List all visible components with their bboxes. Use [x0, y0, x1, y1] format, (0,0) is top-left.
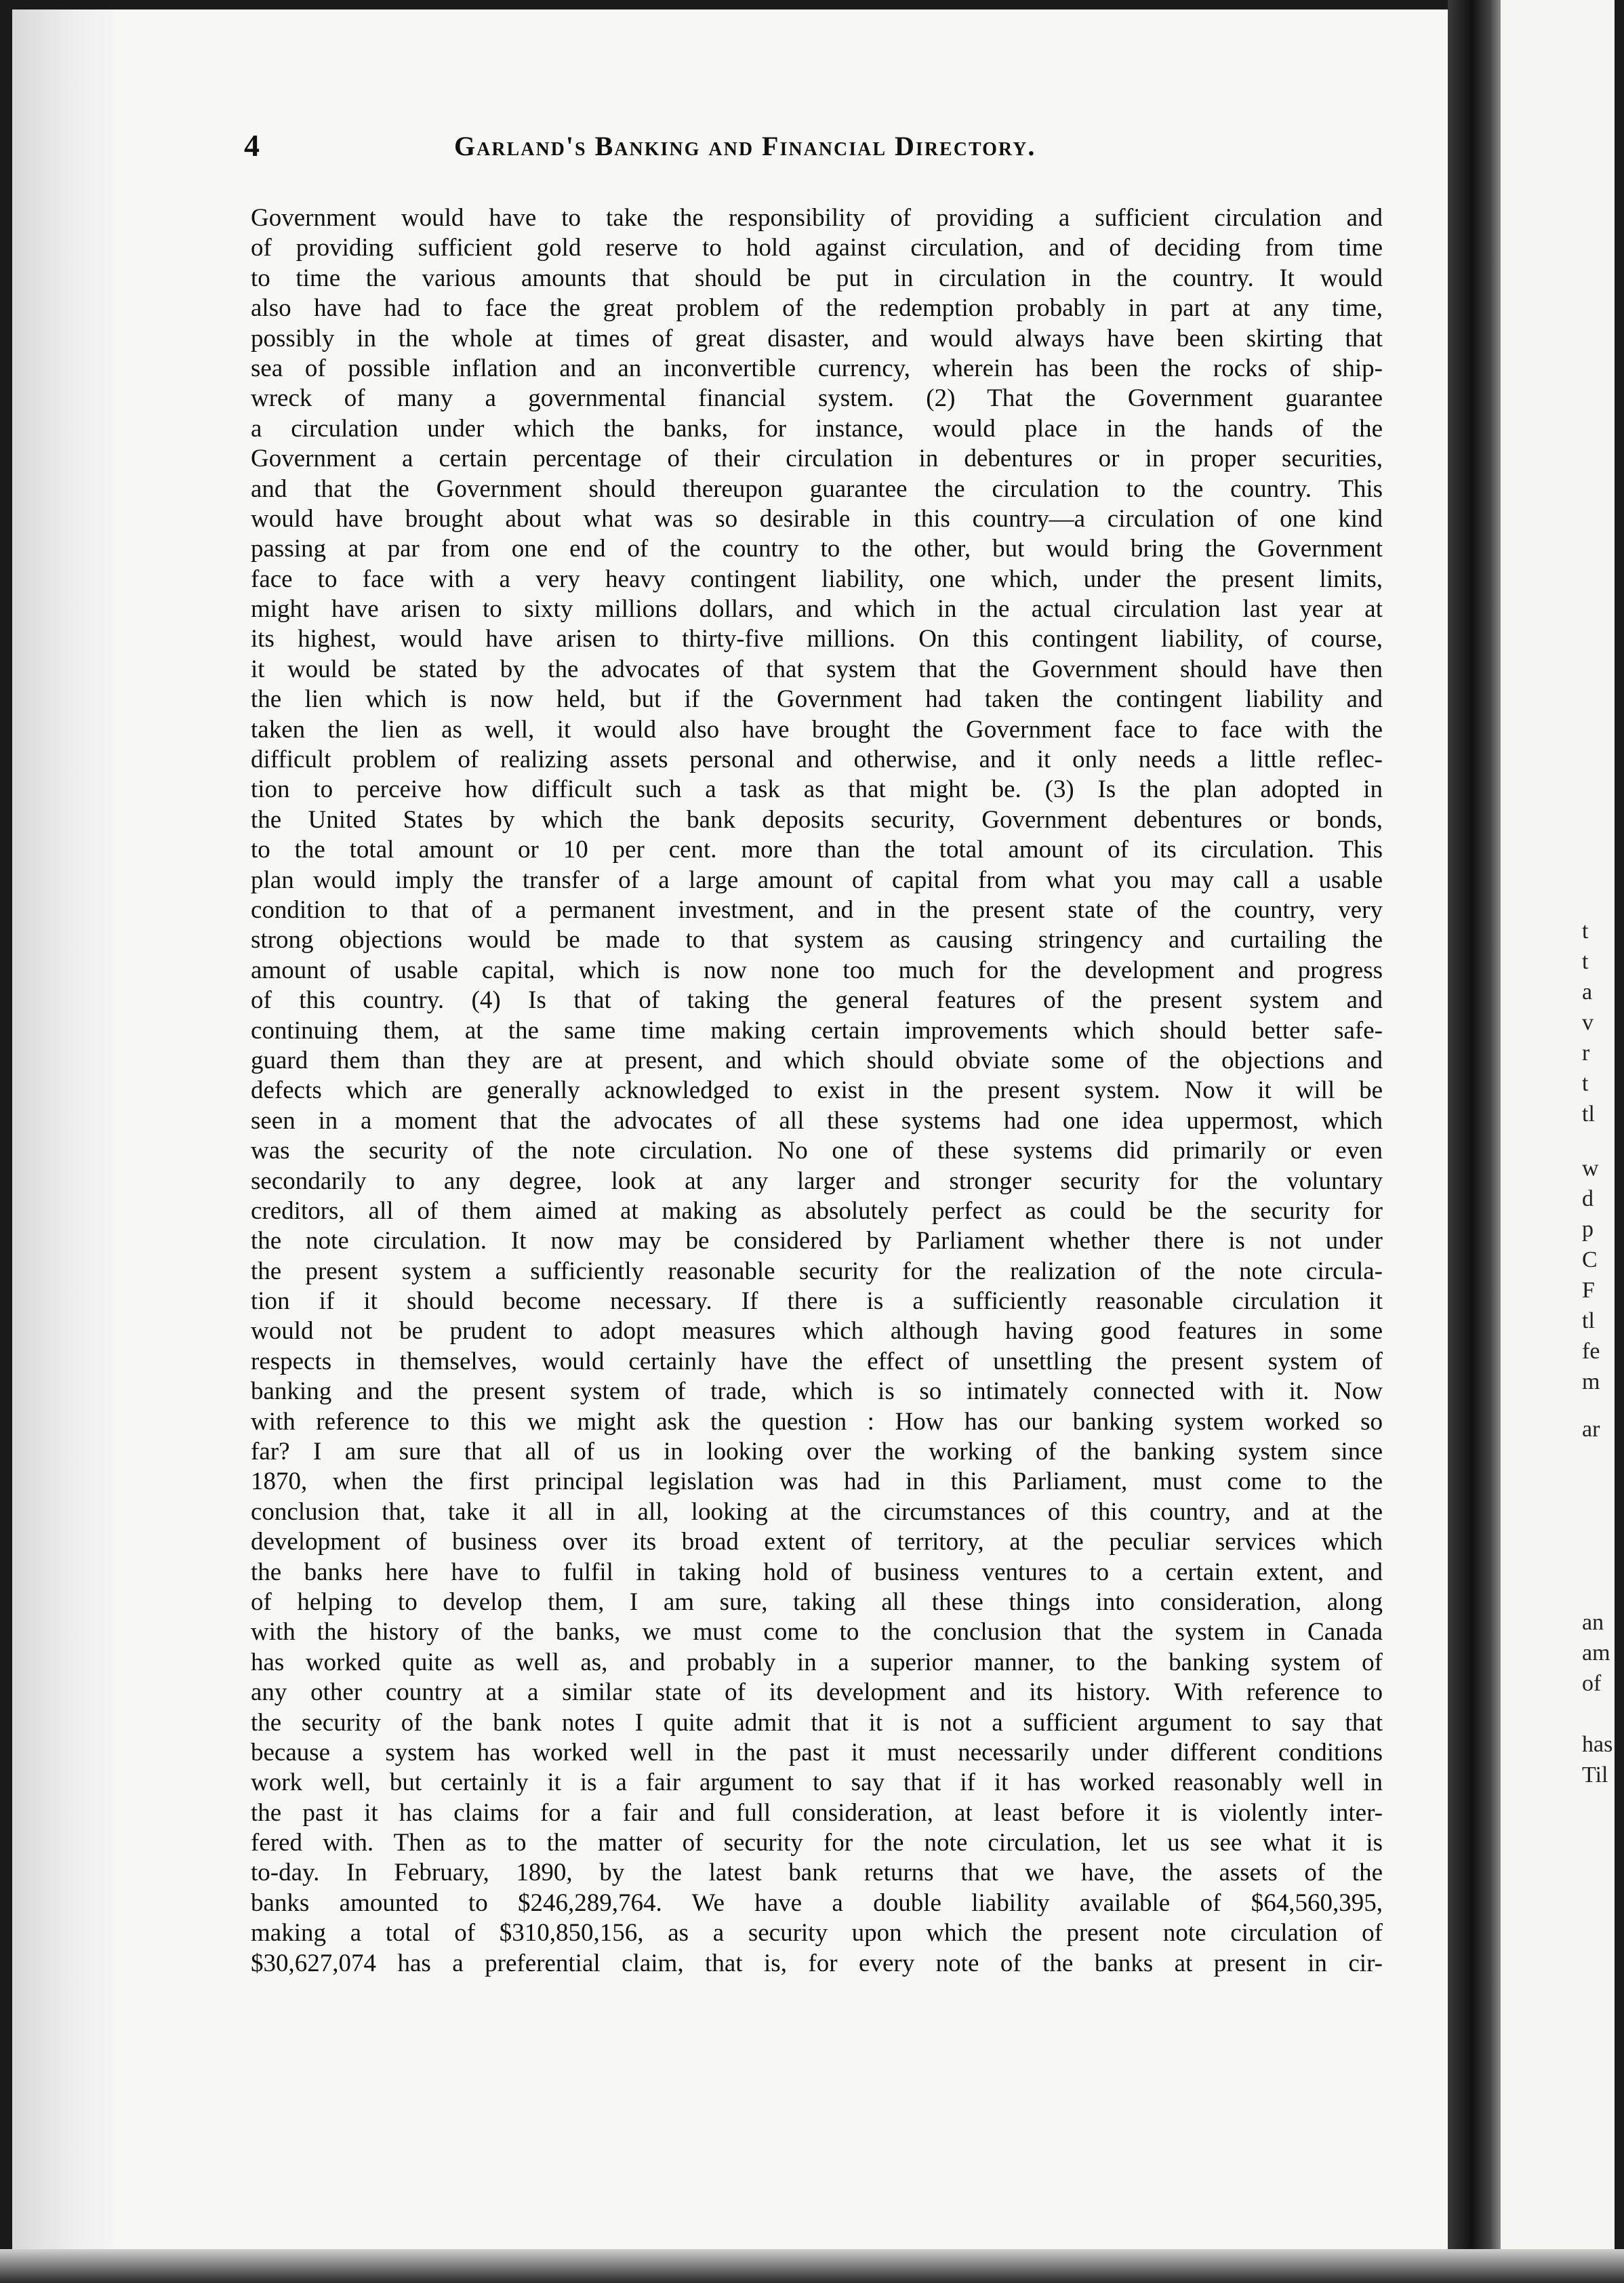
adjacent-fragment: tl — [1582, 1308, 1595, 1333]
body-line: tion to perceive how difficult such a task as that might be. (3) Is the plan adopted in — [251, 775, 1383, 804]
body-line: might have arisen to sixty millions dollars, and which in the actual circulation last year at — [251, 595, 1383, 624]
scan-border-bottom — [0, 2249, 1624, 2283]
body-line: the note circulation. It now may be considered by Parliament whether there is not under — [251, 1227, 1383, 1255]
body-line: development of business over its broad extent of territory, at the peculiar services which — [251, 1528, 1383, 1556]
body-line: with reference to this we might ask the question : How has our banking system worked so — [251, 1407, 1383, 1436]
scan-border-left — [0, 0, 12, 2283]
body-line: banks amounted to $246,289,764. We have a double liability available of $64,560,395, — [251, 1888, 1383, 1917]
body-line: also have had to face the great problem of the redemption probably in part at any time, — [251, 294, 1383, 323]
body-line: the present system a sufficiently reasonable security for the realization of the note circula- — [251, 1257, 1383, 1285]
body-text — [251, 203, 1383, 2008]
adjacent-fragment: fe — [1582, 1339, 1600, 1364]
body-line: it would be stated by the advocates of that system that the Government should have then — [251, 655, 1383, 683]
body-line: was the security of the note circulation. No one of these systems did primarily or even — [251, 1137, 1383, 1165]
body-line: 1870, when the first principal legislation was had in this Parliament, must come to the — [251, 1468, 1383, 1496]
scan-border-top — [0, 0, 1624, 9]
adjacent-fragment: a — [1582, 979, 1593, 1005]
body-line — [251, 1979, 1383, 2008]
body-line: would not be prudent to adopt measures which although having good features in some — [251, 1317, 1383, 1346]
body-line: with the history of the banks, we must come to the conclusion that the system in Canada — [251, 1618, 1383, 1646]
body-line: guard them than they are at present, and which should obviate some of the objections and — [251, 1046, 1383, 1074]
page-number: 4 — [244, 128, 260, 163]
body-line: far? I am sure that all of us in looking over the working of the banking system since — [251, 1438, 1383, 1466]
body-line: any other country at a similar state of its development and its history. With reference to — [251, 1678, 1383, 1707]
adjacent-fragment: t — [1582, 1071, 1589, 1096]
adjacent-fragment: an — [1582, 1610, 1604, 1635]
body-line: its highest, would have arisen to thirty-five millions. On this contingent liability, of course, — [251, 625, 1383, 653]
body-line: respects in themselves, would certainly have the effect of unsettling the present system of — [251, 1347, 1383, 1375]
scan-border-right — [1615, 0, 1624, 2283]
body-line: the lien which is now held, but if the Government had taken the contingent liability and — [251, 685, 1383, 714]
body-line: to the total amount or 10 per cent. more than the total amount of its circulation. This — [251, 836, 1383, 864]
body-line: seen in a moment that the advocates of all these systems had one idea uppermost, which — [251, 1106, 1383, 1135]
adjacent-fragment: w — [1582, 1156, 1599, 1181]
adjacent-fragment: C — [1582, 1247, 1598, 1272]
body-line: plan would imply the transfer of a large amount of capital from what you may call a usable — [251, 866, 1383, 894]
adjacent-fragment: has — [1582, 1732, 1613, 1757]
body-line: Government a certain percentage of their circulation in debentures or in proper securities, — [251, 445, 1383, 473]
body-line: a circulation under which the banks, for instance, would place in the hands of the — [251, 414, 1383, 443]
body-line: defects which are generally acknowledged to exist in the present system. Now it will be — [251, 1076, 1383, 1105]
body-line: banking and the present system of trade, which is so intimately connected with it. Now — [251, 1377, 1383, 1406]
body-line: the past it has claims for a fair and full consideration, at least before it is violently inter- — [251, 1798, 1383, 1827]
body-line: $30,627,074 has a preferential claim, that is, for every note of the banks at present in cir- — [251, 1949, 1383, 1977]
body-line: the United States by which the bank deposits security, Government debentures or bonds, — [251, 805, 1383, 834]
body-line: fered with. Then as to the matter of security for the note circulation, let us see what it is — [251, 1829, 1383, 1857]
body-line: sea of possible inflation and an inconvertible currency, wherein has been the rocks of ship- — [251, 354, 1383, 382]
page-edge-shadow — [12, 0, 114, 2283]
body-line: tion if it should become necessary. If there is a sufficiently reasonable circulation it — [251, 1287, 1383, 1316]
body-line: of this country. (4) Is that of taking the general features of the present system and — [251, 986, 1383, 1015]
body-line: face to face with a very heavy contingent liability, one which, under the present limits, — [251, 565, 1383, 593]
body-line: to time the various amounts that should be put in circulation in the country. It would — [251, 264, 1383, 292]
body-line: passing at par from one end of the country to the other, but would bring the Government — [251, 535, 1383, 563]
adjacent-fragment: p — [1582, 1217, 1593, 1242]
adjacent-fragment: d — [1582, 1186, 1593, 1211]
body-line: conclusion that, take it all in all, looking at the circumstances of this country, and at the — [251, 1497, 1383, 1526]
body-line: would have brought about what was so desirable in this country—a circulation of one kind — [251, 504, 1383, 533]
running-title: Garland's Banking and Financial Directory. — [454, 131, 1036, 161]
body-line: to-day. In February, 1890, by the latest bank returns that we have, the assets of the — [251, 1859, 1383, 1887]
body-line: condition to that of a permanent investment, and in the present state of the country, very — [251, 895, 1383, 924]
body-line: wreck of many a governmental financial system. (2) That the Government guarantee — [251, 384, 1383, 413]
body-line: and that the Government should thereupon guarantee the circulation to the country. This — [251, 474, 1383, 503]
body-line: the security of the bank notes I quite admit that it is not a sufficient argument to say that — [251, 1708, 1383, 1737]
book-spine-gutter — [1448, 0, 1501, 2283]
adjacent-fragment: F — [1582, 1278, 1595, 1303]
body-line: of providing sufficient gold reserve to hold against circulation, and of deciding from time — [251, 234, 1383, 262]
adjacent-fragment: tl — [1582, 1102, 1595, 1127]
body-line: continuing them, at the same time making certain improvements which should better safe- — [251, 1016, 1383, 1045]
adjacent-fragment: am — [1582, 1640, 1610, 1665]
adjacent-fragment: t — [1582, 918, 1589, 944]
body-line: because a system has worked well in the past it must necessarily under different conditions — [251, 1738, 1383, 1766]
page-header — [244, 127, 1389, 175]
body-line: making a total of $310,850,156, as a security upon which the present note circulation of — [251, 1919, 1383, 1947]
body-line: work well, but certainly it is a fair argument to say that if it has worked reasonably well in — [251, 1769, 1383, 1797]
body-line: has worked quite as well as, and probably in a superior manner, to the banking system of — [251, 1648, 1383, 1676]
body-line: possibly in the whole at times of great disaster, and would always have been skirting that — [251, 324, 1383, 352]
body-line: the banks here have to fulfil in taking hold of business ventures to a certain extent, and — [251, 1558, 1383, 1586]
body-line: difficult problem of realizing assets personal and otherwise, and it only needs a little reflec- — [251, 746, 1383, 774]
body-line: strong objections would be made to that system as causing stringency and curtailing the — [251, 926, 1383, 954]
body-line: of helping to develop them, I am sure, taking all these things into consideration, along — [251, 1588, 1383, 1616]
adjacent-fragment: v — [1582, 1010, 1593, 1035]
body-line: creditors, all of them aimed at making as absolutely perfect as could be the security for — [251, 1196, 1383, 1225]
body-line: taken the lien as well, it would also have brought the Government face to face with the — [251, 715, 1383, 744]
adjacent-fragment: t — [1582, 949, 1589, 974]
adjacent-fragment: r — [1582, 1041, 1590, 1066]
body-line: amount of usable capital, which is now none too much for the development and progress — [251, 956, 1383, 984]
adjacent-fragment: of — [1582, 1671, 1602, 1696]
body-line: secondarily to any degree, look at any larger and stronger security for the voluntary — [251, 1167, 1383, 1195]
adjacent-fragment: m — [1582, 1369, 1600, 1394]
adjacent-fragment: Til — [1582, 1762, 1608, 1787]
body-line: Government would have to take the responsibility of providing a sufficient circulation and — [251, 204, 1383, 232]
adjacent-fragment: ar — [1582, 1417, 1600, 1442]
